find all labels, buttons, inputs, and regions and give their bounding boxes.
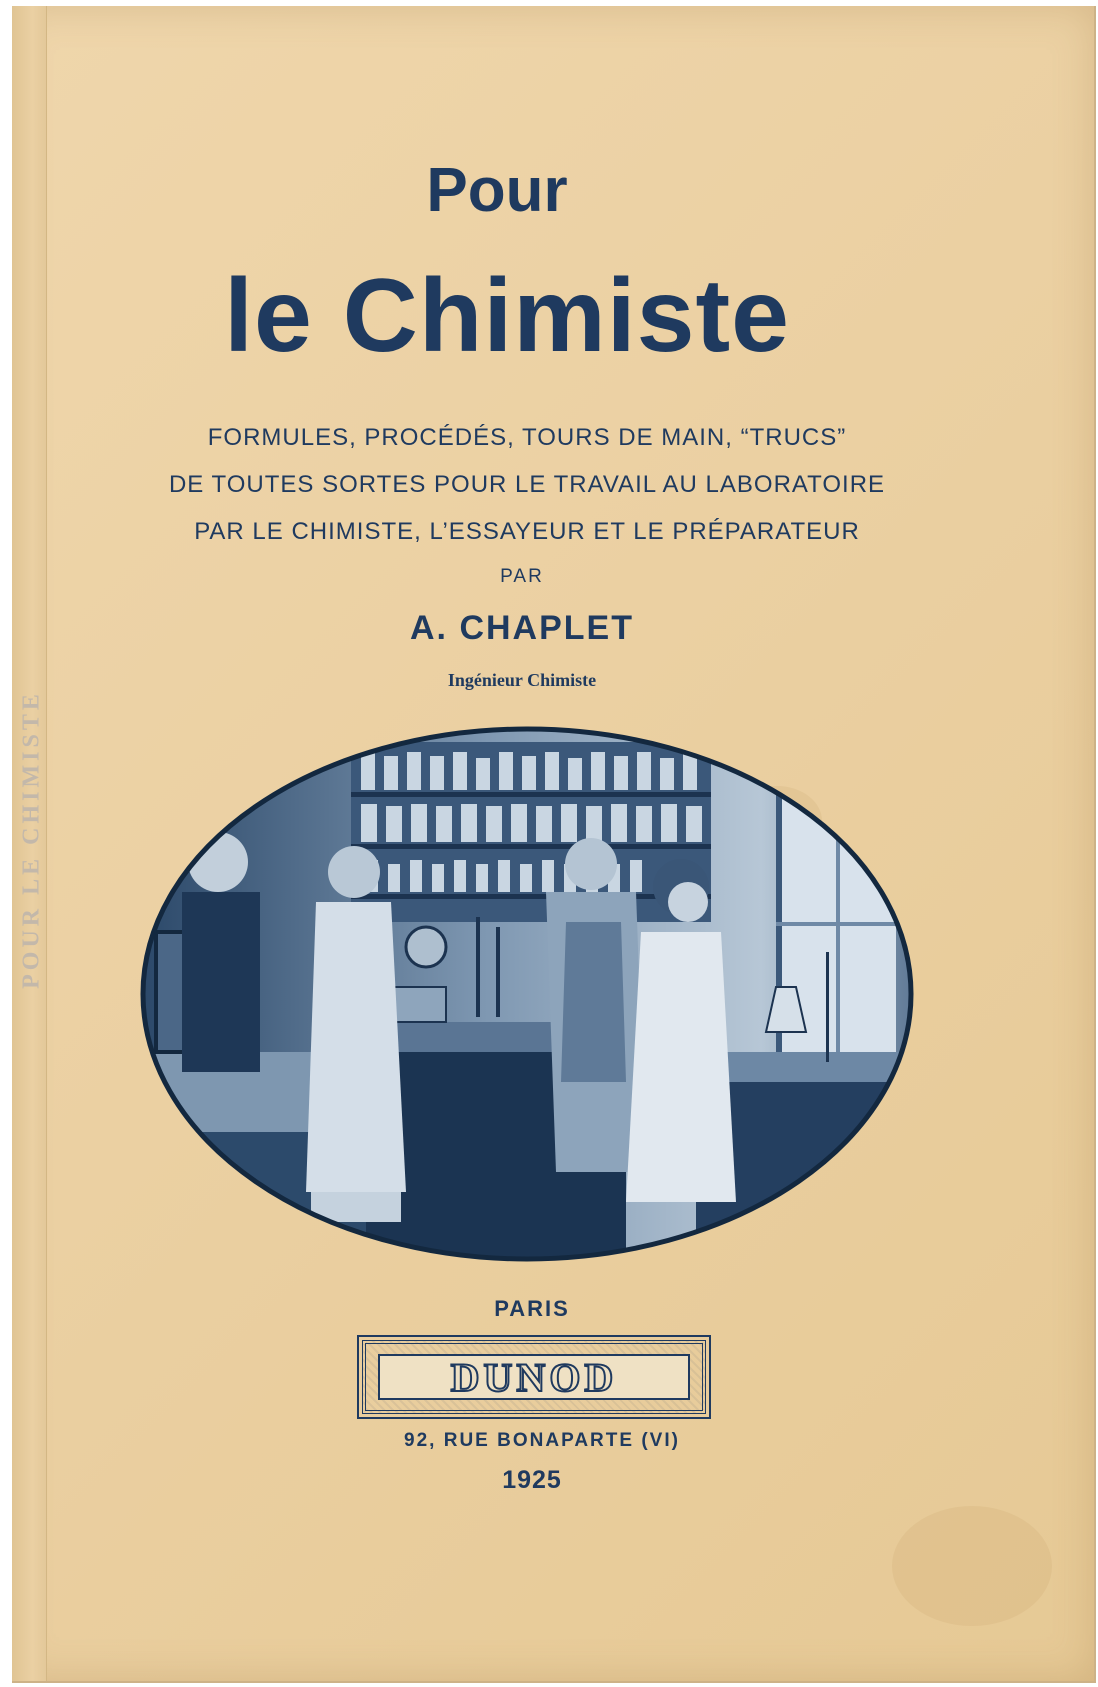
by-label: PAR [500, 566, 544, 587]
publisher-name: DUNOD [450, 1354, 618, 1400]
publisher-address: 92, RUE BONAPARTE (VI) [404, 1430, 680, 1451]
book-cover [12, 6, 1096, 1683]
subtitle-line: FORMULES, PROCÉDÉS, TOURS DE MAIN, “TRUCS” [207, 424, 847, 451]
publisher-logo-frame [378, 1354, 690, 1400]
subtitle-line: DE TOUTES SORTES POUR LE TRAVAIL AU LABORATOIRE [168, 471, 886, 498]
subtitle-line: PAR LE CHIMISTE, L’ESSAYEUR ET LE PRÉPARATEUR [194, 518, 860, 545]
subtitle [112, 414, 942, 555]
author-title: Ingénieur Chimiste [447, 670, 597, 690]
title-line-2: le Chimiste [224, 258, 790, 374]
laboratory-photo [136, 722, 918, 1266]
book-spine [12, 6, 47, 1681]
laboratory-photo-illustration [136, 722, 918, 1266]
publisher-logo [362, 1340, 706, 1414]
publication-year: 1925 [502, 1466, 562, 1494]
author-name: A. CHAPLET [410, 609, 634, 647]
publication-city: PARIS [494, 1296, 570, 1321]
title-line-1: Pour [426, 156, 568, 225]
paper-stain [892, 1506, 1052, 1626]
spine-title: POUR LE CHIMISTE [18, 690, 45, 989]
